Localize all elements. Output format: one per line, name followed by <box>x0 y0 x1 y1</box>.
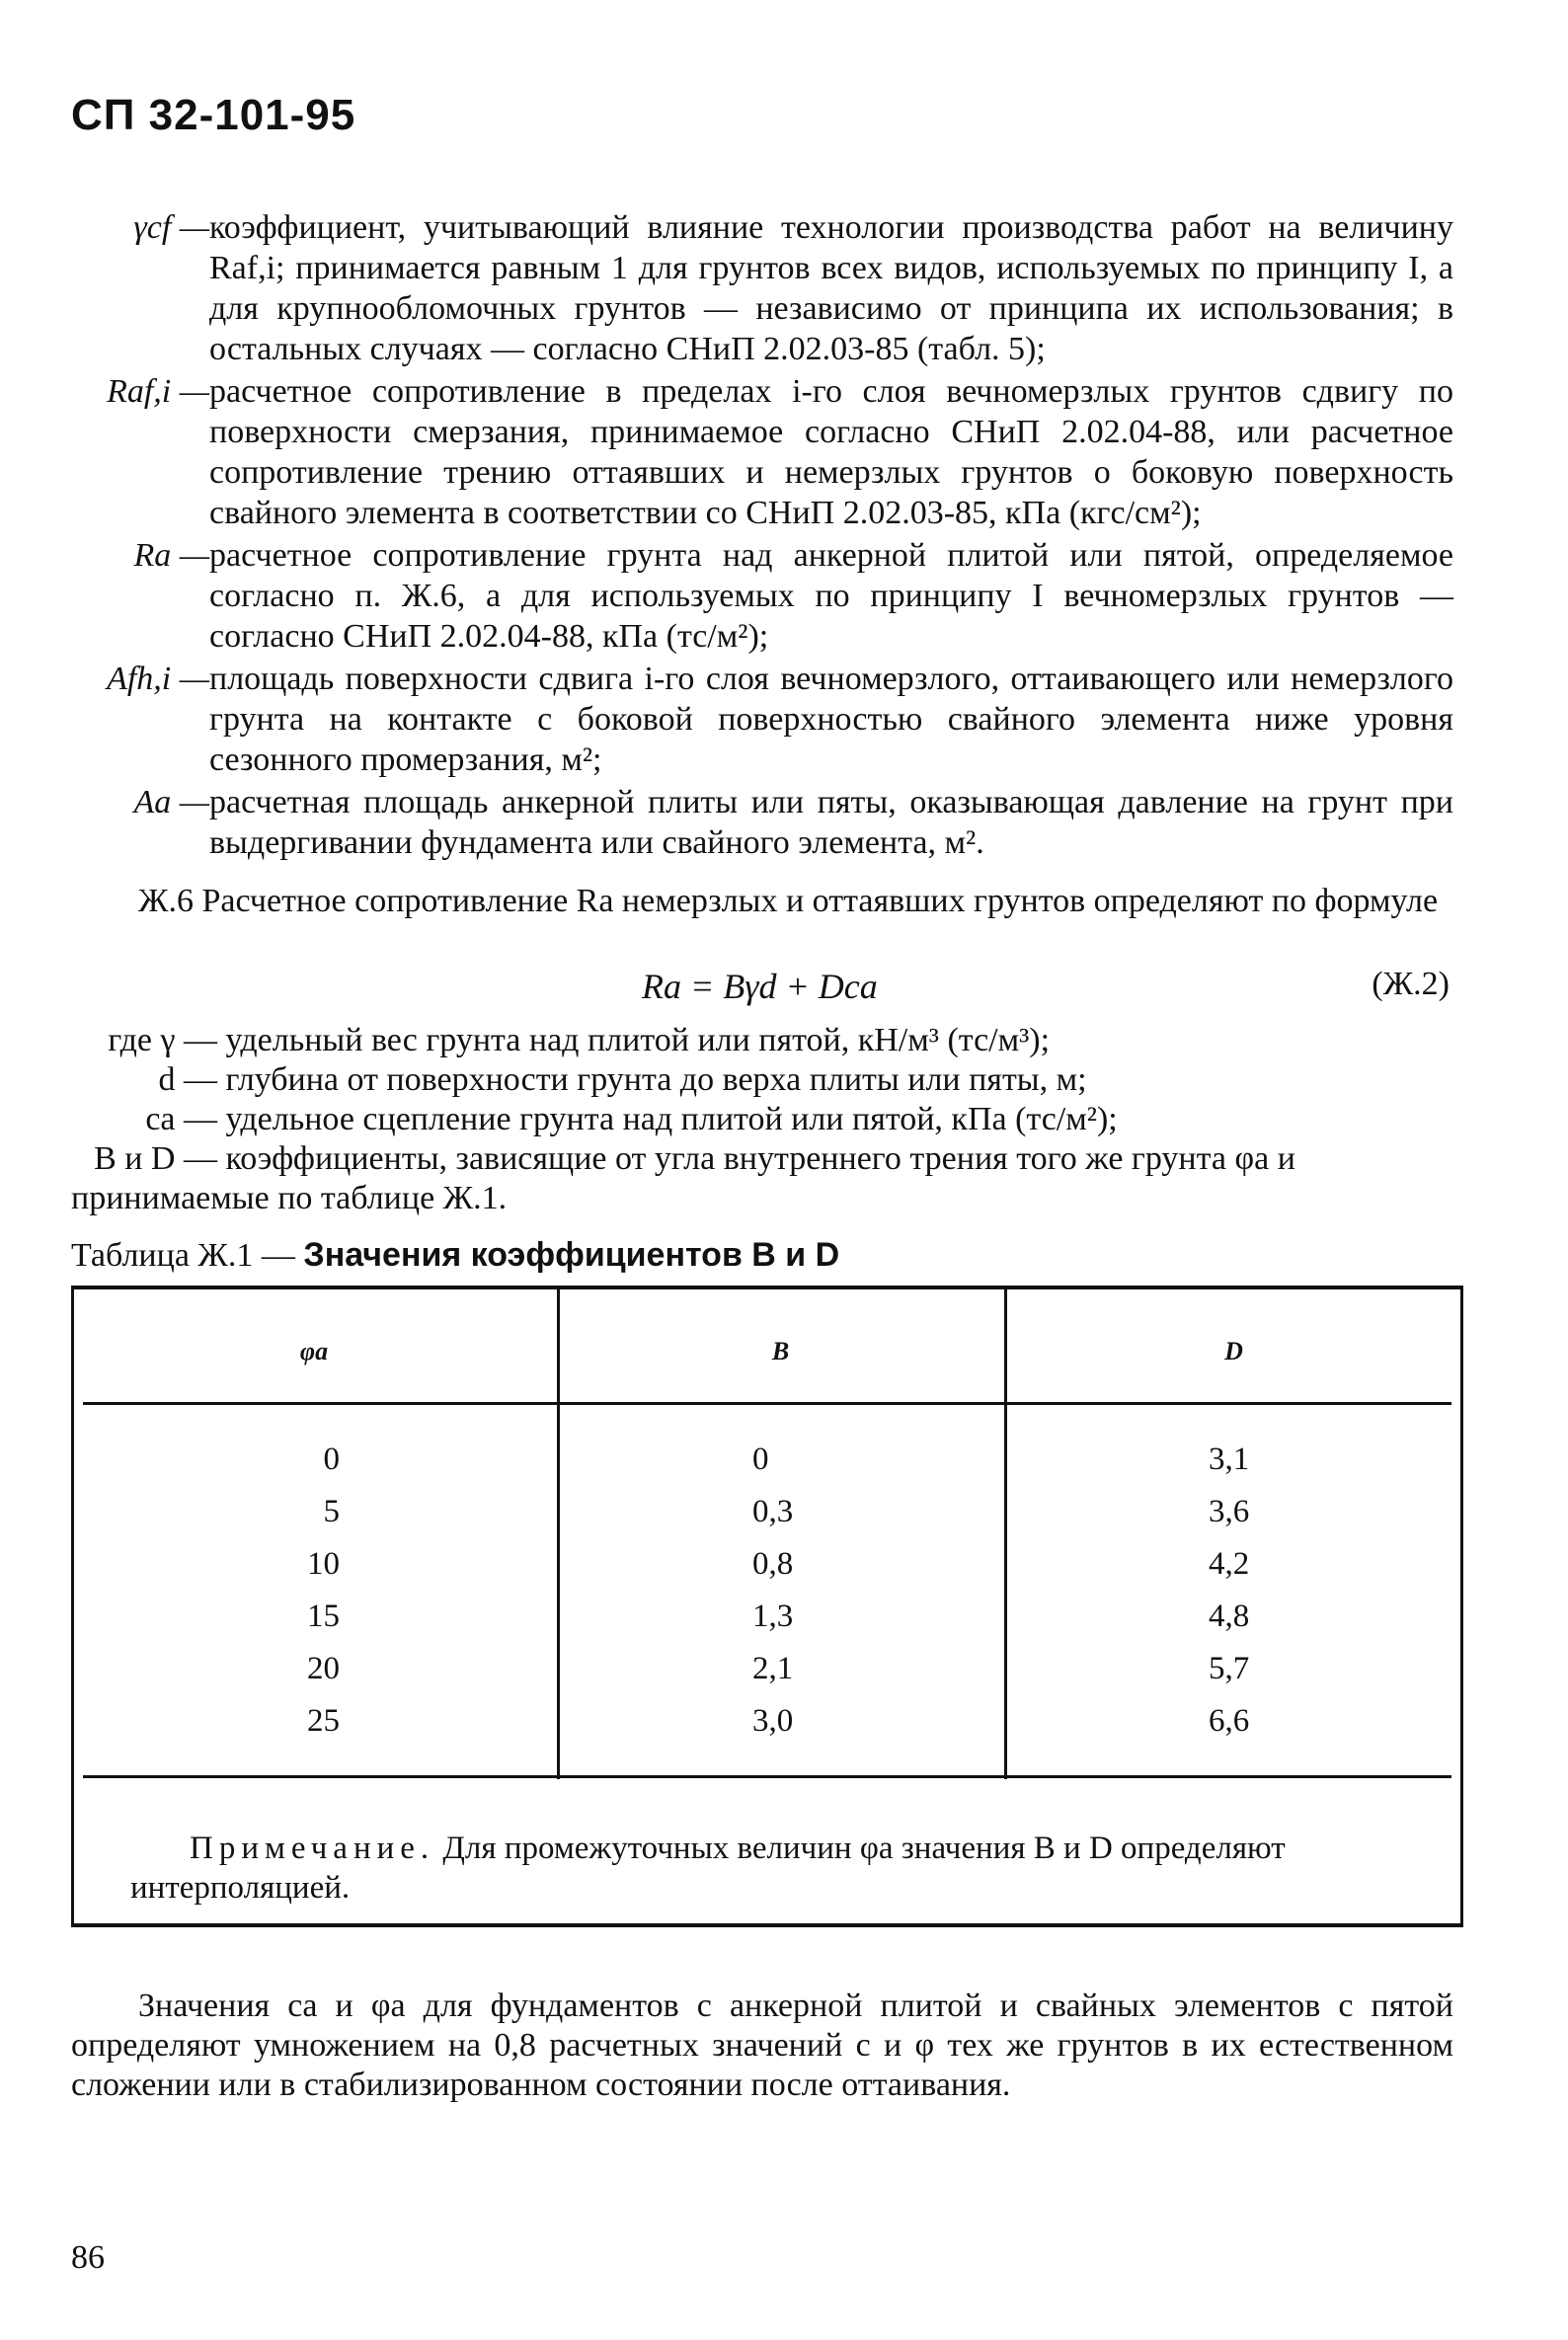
where-symbol: ca — <box>145 1101 217 1137</box>
table-cell-d: 5,7 <box>1209 1651 1250 1686</box>
table-row <box>71 1643 1463 1695</box>
table-body <box>71 1434 1463 1748</box>
table-cell-phi: 15 <box>307 1599 340 1634</box>
definitions-list <box>71 207 1453 865</box>
table-cell-phi: 0 <box>323 1442 340 1477</box>
where-item <box>71 1021 1453 1060</box>
section-zh6-paragraph: Ж.6 Расчетное сопротивление Ra немерзлых и оттаявших грунтов определяют по формуле <box>138 883 1439 919</box>
table-cell-phi: 5 <box>323 1494 340 1529</box>
table-caption-label: Таблица Ж.1 — <box>71 1237 295 1274</box>
definition-item <box>71 535 1453 657</box>
table-cell-b: 0 <box>752 1442 769 1477</box>
table-note <box>130 1829 1444 1908</box>
table-cell-d: 3,6 <box>1209 1494 1250 1529</box>
definition-text: расчетная площадь анкерной плиты или пяты, оказывающая давление на грунт при выдергивании фундамента или свайного элемента, м². <box>209 784 1453 861</box>
table-note-label: Примечание. <box>190 1831 435 1866</box>
document-header: СП 32-101-95 <box>71 91 356 139</box>
table-cell-phi: 20 <box>307 1651 340 1686</box>
table-row <box>71 1591 1463 1643</box>
table-cell-b: 0,3 <box>752 1494 794 1529</box>
formula: Ra = Bγd + Dca <box>642 967 878 1006</box>
definition-item <box>71 371 1453 533</box>
where-symbol: B и D — <box>94 1140 217 1177</box>
table-header-phi: φa <box>299 1337 329 1365</box>
table-cell-d: 3,1 <box>1209 1442 1250 1477</box>
table-header-rule <box>83 1402 1451 1405</box>
where-text: глубина от поверхности грунта до верха плиты или пяты, м; <box>225 1061 1087 1098</box>
table-caption-title: Значения коэффициентов B и D <box>303 1236 840 1274</box>
definition-text: площадь поверхности сдвига i-го слоя вечномерзлого, оттаивающего или немерзлого грунта на контакте с боковой поверхностью свайного элемента ниже уровня сезонного промерзания, м²; <box>209 661 1453 778</box>
where-item <box>71 1100 1453 1139</box>
page-number: 86 <box>71 2239 105 2276</box>
where-list <box>71 1021 1453 1218</box>
definition-item <box>71 207 1453 369</box>
table-cell-phi: 10 <box>307 1546 340 1582</box>
table-row <box>71 1538 1463 1591</box>
definition-text: коэффициент, учитывающий влияние технологии производства работ на величину Raf,i; принимается равным 1 для грунтов всех видов, используемых по принципу I, а для крупнообломочных грунтов — независимо от принципа их использования; в остальных случаях — согласно СНиП 2.02.03-85 (табл. 5); <box>209 209 1453 367</box>
definition-text: расчетное сопротивление грунта над анкерной плитой или пятой, определяемое согласно п. Ж.6, а для используемых по принципу I вечномерзлых грунтов — согласно СНиП 2.02.04-88, кПа (тс/м²); <box>209 537 1453 655</box>
table-body-rule <box>83 1775 1451 1778</box>
table-row <box>71 1434 1463 1486</box>
table-bottom-border <box>71 1923 1463 1927</box>
definition-symbol: Aa — <box>133 784 209 820</box>
table-cell-b: 3,0 <box>752 1703 794 1739</box>
coefficients-table <box>71 1286 1463 1927</box>
final-paragraph: Значения ca и φa для фундаментов с анкерной плитой и свайных элементов с пятой определяют умножением на 0,8 расчетных значений c и φ тех же грунтов в их естественном сложении или в стабилизированном состоянии после оттаивания. <box>71 1988 1453 2103</box>
where-item <box>71 1060 1453 1100</box>
table-cell-b: 1,3 <box>752 1599 794 1634</box>
table-row <box>71 1695 1463 1748</box>
where-text: коэффициенты, зависящие от угла внутреннего трения того же грунта φa и принимаемые по таблице Ж.1. <box>71 1140 1295 1216</box>
table-top-border <box>71 1286 1463 1289</box>
table-header-b: B <box>771 1337 790 1365</box>
table-cell-b: 2,1 <box>752 1651 794 1686</box>
definition-item <box>71 659 1453 780</box>
definition-symbol: Raf,i — <box>107 373 209 410</box>
table-caption <box>71 1236 839 1275</box>
where-symbol: где γ — <box>108 1022 217 1058</box>
table-row <box>71 1486 1463 1538</box>
table-cell-phi: 25 <box>307 1703 340 1739</box>
where-item <box>71 1139 1453 1218</box>
definition-item <box>71 782 1453 863</box>
definition-symbol: Afh,i — <box>107 661 209 697</box>
table-cell-b: 0,8 <box>752 1546 794 1582</box>
table-cell-d: 4,2 <box>1209 1546 1250 1582</box>
table-note-text: Для промежуточных величин φa значения B и D определяют интерполяцией. <box>130 1831 1286 1906</box>
definition-text: расчетное сопротивление в пределах i-го слоя вечномерзлых грунтов сдвигу по поверхности смерзания, принимаемое согласно СНиП 2.02.04-88, или расчетное сопротивление трению оттаявших и немерзлых грунтов о боковую поверхность свайного элемента в соответствии со СНиП 2.02.03-85, кПа (кгс/см²); <box>209 373 1453 531</box>
where-symbol: d — <box>158 1061 217 1098</box>
definition-symbol: γcf — <box>133 209 209 246</box>
where-text: удельный вес грунта над плитой или пятой, кН/м³ (тс/м³); <box>225 1022 1051 1058</box>
table-cell-d: 4,8 <box>1209 1599 1250 1634</box>
formula-number: (Ж.2) <box>1372 966 1450 1002</box>
table-header-d: D <box>1224 1337 1243 1365</box>
table-cell-d: 6,6 <box>1209 1703 1250 1739</box>
definition-symbol: Ra — <box>133 537 209 574</box>
where-text: удельное сцепление грунта над плитой или пятой, кПа (тс/м²); <box>225 1101 1118 1137</box>
